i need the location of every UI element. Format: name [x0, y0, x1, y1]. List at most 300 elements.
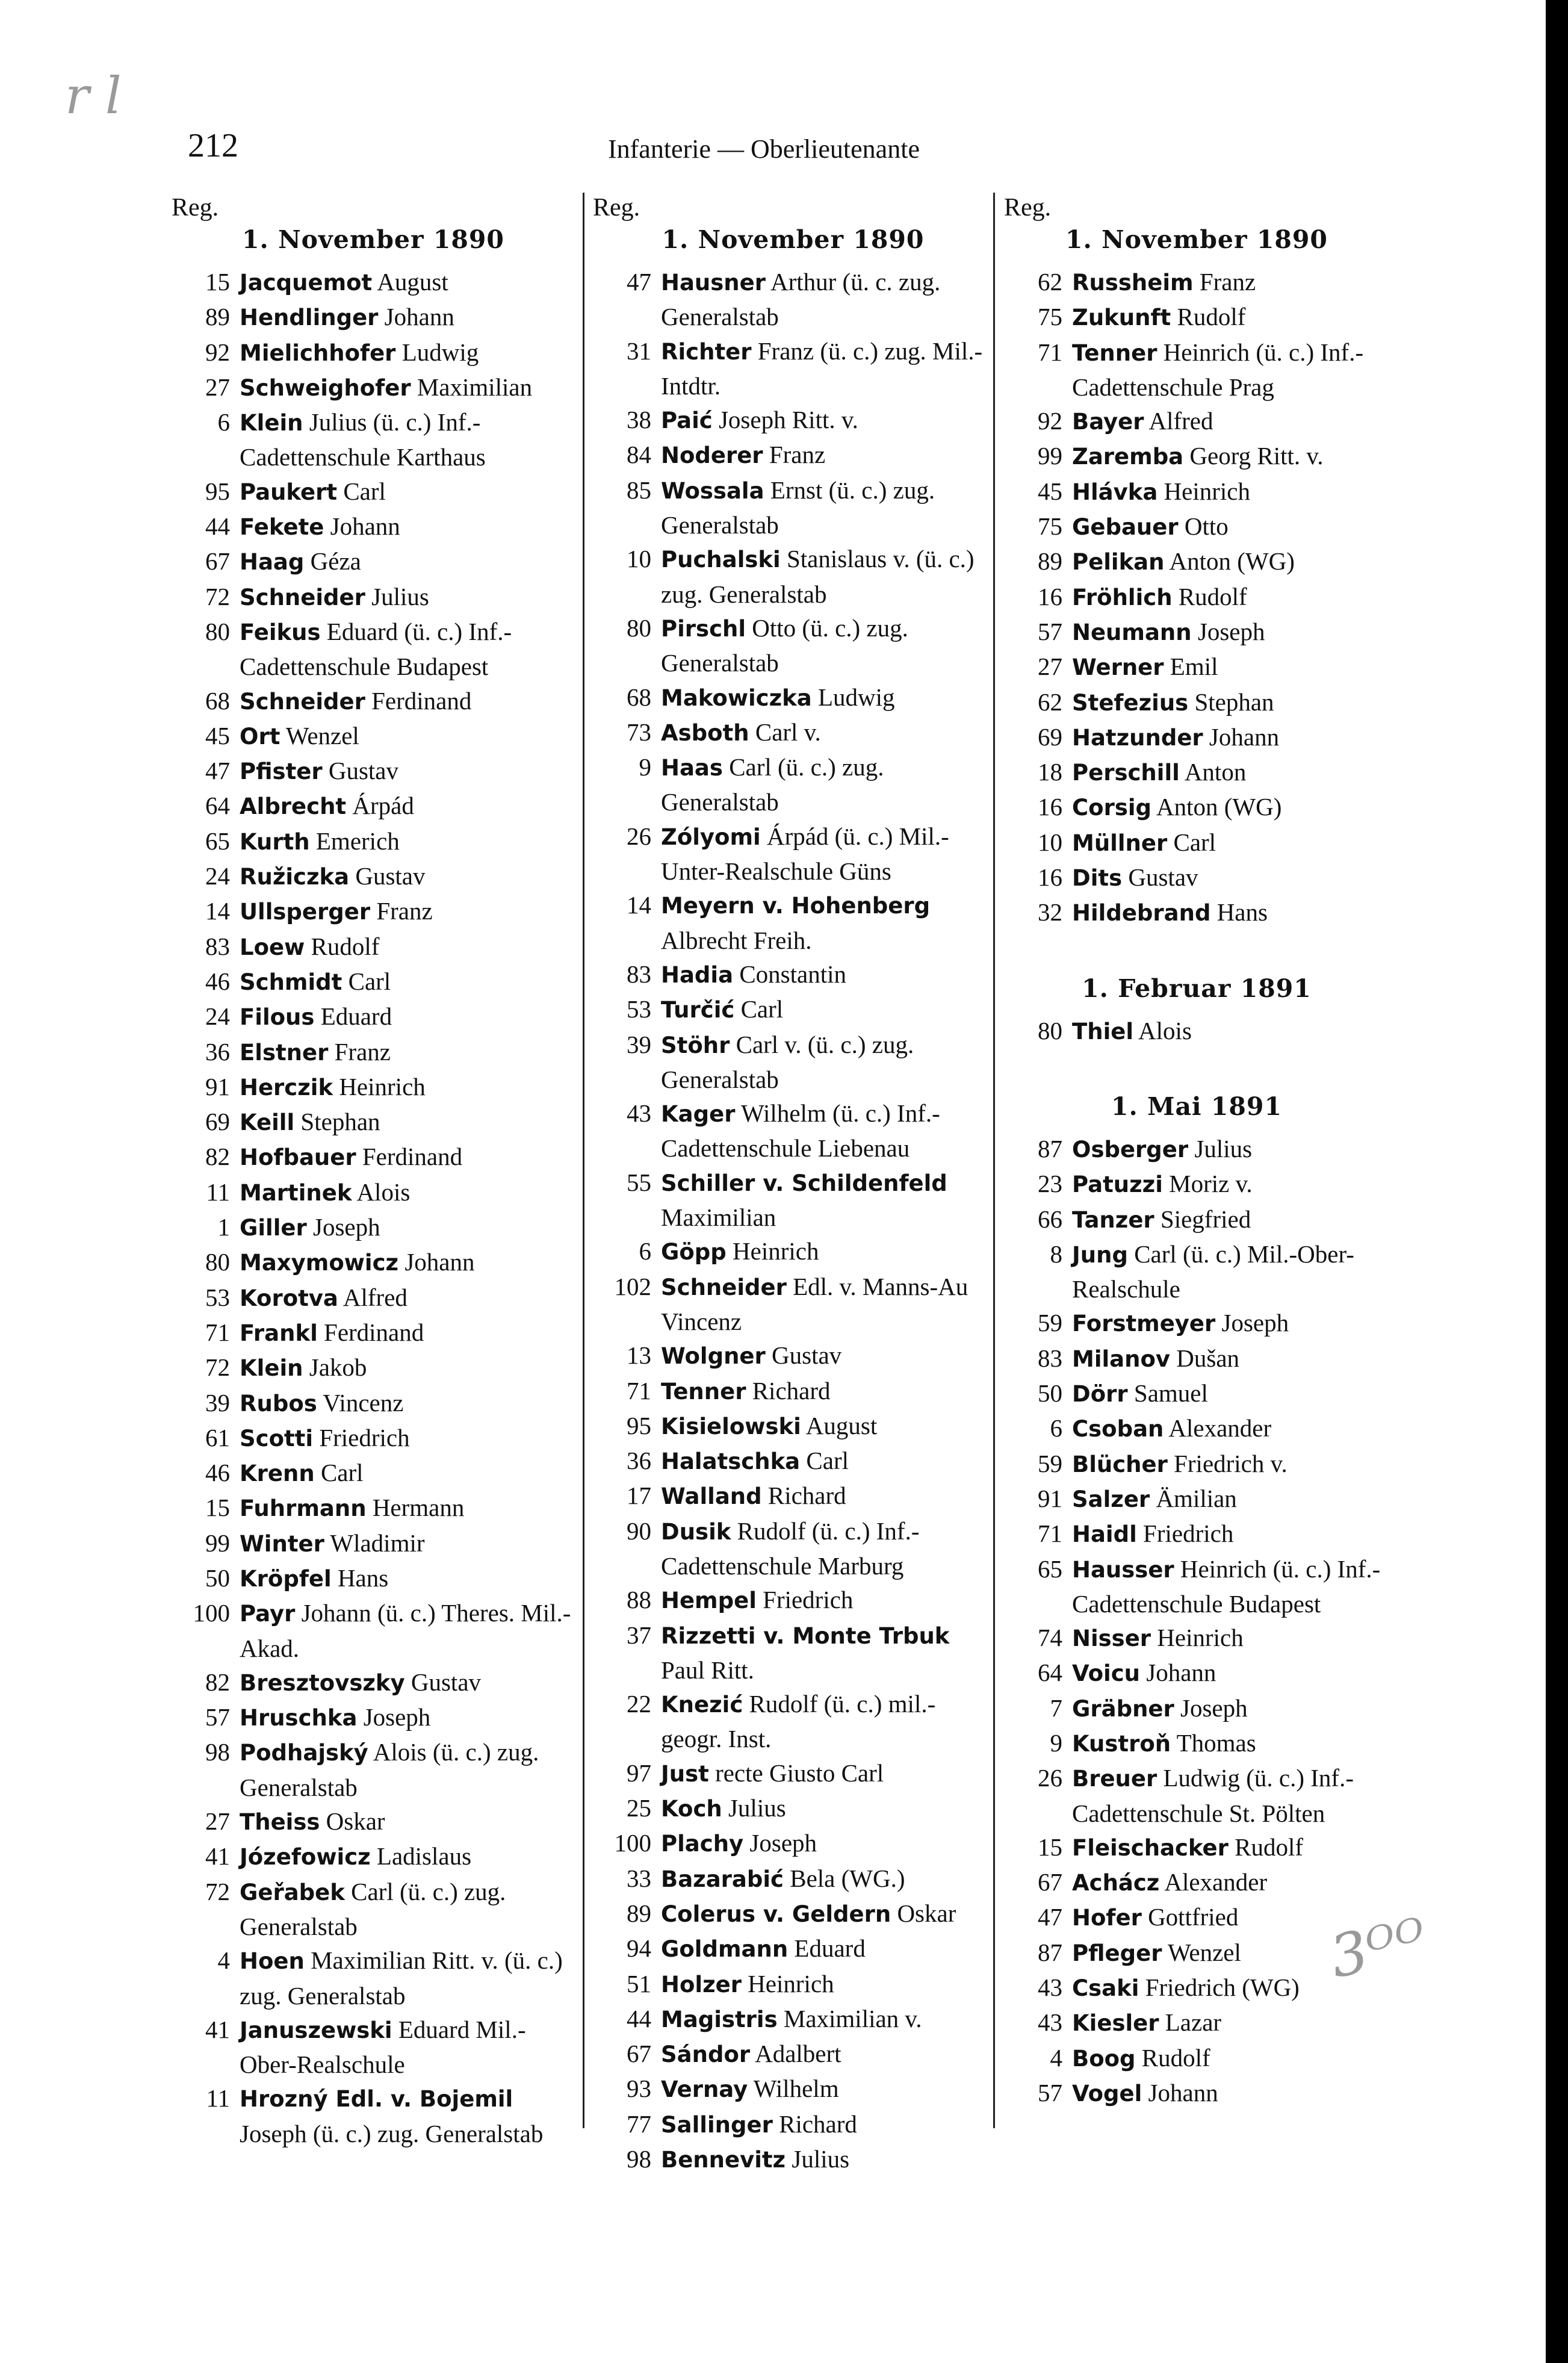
- officer-entry: [172, 335, 575, 370]
- regiment-number: 39: [627, 1030, 651, 1058]
- given-name-details: Rudolf (ü. c.) mil.-geogr. Inst.: [661, 1690, 936, 1753]
- surname: Plachy: [661, 1831, 744, 1857]
- regiment-number: 89: [627, 1899, 651, 1927]
- regiment-number: 75: [1038, 512, 1062, 541]
- entry-text: [661, 1514, 993, 1583]
- entry-text: [661, 819, 993, 889]
- given-name-details: Hermann: [372, 1494, 465, 1522]
- entry-text: [661, 1791, 993, 1826]
- regiment-number: 45: [1038, 477, 1062, 505]
- surname: Magistris: [661, 2006, 778, 2032]
- entry-text: [1072, 265, 1389, 300]
- entry-text: [661, 1967, 993, 2002]
- entry-text: [240, 1105, 575, 1140]
- given-name-details: Oskar: [326, 1807, 385, 1836]
- regiment-number: 10: [627, 545, 651, 573]
- officer-entry: [1004, 300, 1389, 335]
- regiment-number: 69: [1038, 722, 1062, 751]
- officer-entry: [593, 2072, 993, 2107]
- given-name-details: Ämilian: [1156, 1484, 1237, 1512]
- given-name-details: Carl: [348, 967, 391, 995]
- surname: Turčić: [661, 997, 735, 1023]
- officer-entry: [593, 715, 993, 750]
- officer-entry: [1004, 1202, 1389, 1237]
- regiment-number: 41: [205, 1842, 230, 1871]
- given-name-details: Gottfried: [1148, 1903, 1239, 1931]
- entry-text: [1072, 1726, 1389, 1761]
- given-name-details: Anton (WG): [1169, 547, 1295, 576]
- given-name-details: Géza: [310, 547, 361, 576]
- surname: Boog: [1072, 2045, 1136, 2072]
- surname: Bresztovszky: [240, 1669, 405, 1696]
- surname: Blücher: [1072, 1451, 1168, 1477]
- officer-entry: [172, 1491, 575, 1526]
- surname: Meyern v. Hohenberg: [661, 893, 931, 919]
- entry-text: [1072, 2076, 1389, 2111]
- officer-entry: [1004, 1552, 1389, 1621]
- officer-entry: [172, 300, 575, 335]
- officer-entry: [593, 1514, 993, 1583]
- regiment-number: 6: [639, 1237, 651, 1265]
- officer-entry: [593, 1338, 993, 1373]
- officer-entry: [172, 580, 575, 615]
- regiment-number: 80: [205, 1248, 230, 1276]
- entry-text: [661, 680, 993, 715]
- officer-entry: [593, 1374, 993, 1409]
- surname: Hlávka: [1072, 479, 1158, 505]
- officer-entry: [1004, 1237, 1389, 1306]
- given-name-details: Julius (ü. c.) Inf.-Cadettenschule Karthaus: [240, 408, 486, 471]
- given-name-details: Maximilian v.: [783, 2004, 922, 2032]
- officer-entry: [593, 957, 993, 992]
- regiment-number: 15: [205, 1494, 230, 1522]
- given-name-details: Julius: [728, 1794, 786, 1822]
- officer-entry: [1004, 1167, 1389, 1202]
- given-name-details: Heinrich: [1157, 1624, 1244, 1652]
- officer-entry: [172, 894, 575, 929]
- surname: Göpp: [661, 1239, 727, 1265]
- regiment-number: 82: [205, 1143, 230, 1171]
- regiment-number: 71: [627, 1376, 651, 1405]
- surname: Fleischacker: [1072, 1834, 1229, 1861]
- entry-text: [240, 1804, 575, 1839]
- entry-text: [240, 1875, 575, 1944]
- given-name-details: Ludwig (ü. c.) Inf.-Cadettenschule St. Pölten: [1072, 1764, 1354, 1827]
- given-name-details: Gustav: [411, 1668, 482, 1696]
- officer-entry: [593, 992, 993, 1027]
- surname: Schneider: [661, 1274, 787, 1300]
- given-name-details: Alexander: [1168, 1414, 1272, 1442]
- regiment-number: 6: [217, 408, 230, 436]
- regiment-number: 90: [627, 1517, 651, 1545]
- surname: Voicu: [1072, 1660, 1140, 1687]
- regiment-number: 84: [627, 441, 651, 469]
- officer-entry: [1004, 720, 1389, 755]
- officer-entry: [172, 1665, 575, 1700]
- surname: Loew: [240, 934, 305, 960]
- entry-text: [661, 438, 993, 473]
- entry-text: [240, 824, 575, 859]
- officer-entry: [593, 1791, 993, 1826]
- regiment-number: 16: [1038, 793, 1062, 821]
- regiment-number: 26: [1038, 1764, 1062, 1792]
- surname: Puchalski: [661, 547, 781, 573]
- surname: Payr: [240, 1601, 296, 1627]
- regiment-number: 9: [639, 753, 651, 781]
- entry-text: [240, 509, 575, 544]
- surname: Achácz: [1072, 1870, 1160, 1896]
- surname: Tenner: [661, 1378, 746, 1405]
- officer-entry: [1004, 335, 1389, 405]
- regiment-number: 37: [627, 1621, 651, 1649]
- officer-entry: [172, 1281, 575, 1315]
- surname: Tenner: [1072, 340, 1157, 366]
- officer-entry: [1004, 1865, 1389, 1900]
- entry-text: [1072, 1656, 1389, 1691]
- given-name-details: Árpád: [352, 792, 414, 820]
- entry-text: [240, 265, 575, 300]
- surname: Walland: [661, 1483, 762, 1510]
- regiment-number: 65: [1038, 1554, 1062, 1583]
- surname: Hadia: [661, 961, 734, 988]
- surname: Haag: [240, 549, 305, 576]
- given-name-details: Gustav: [1128, 863, 1198, 892]
- officer-entry: [593, 1931, 993, 1966]
- surname: Just: [661, 1760, 709, 1787]
- surname: Pfleger: [1072, 1940, 1162, 1966]
- surname: Makowiczka: [661, 685, 812, 711]
- promotion-date-heading: 1. November 1890: [242, 225, 504, 254]
- officer-entry: [172, 1456, 575, 1491]
- given-name-details: Hans: [337, 1563, 389, 1592]
- given-name-details: Anton: [1184, 758, 1247, 786]
- officer-entry: [1004, 404, 1389, 439]
- surname: Neumann: [1072, 619, 1192, 645]
- entry-text: [1072, 720, 1389, 755]
- regiment-number: 36: [205, 1037, 230, 1066]
- reg-label: Reg.: [593, 194, 640, 222]
- section-gap: [1004, 1049, 1389, 1090]
- surname: Osberger: [1072, 1136, 1189, 1163]
- entry-text: [1072, 1900, 1389, 1935]
- regiment-number: 6: [1050, 1414, 1062, 1442]
- surname: Sándor: [661, 2042, 751, 2068]
- entry-text: [240, 370, 575, 405]
- given-name-details: Julius: [371, 582, 429, 610]
- officer-entry: [1004, 1900, 1389, 1935]
- given-name-details: Johann (ü. c.) Theres. Mil.-Akad.: [240, 1599, 571, 1662]
- given-name-details: Wladimir: [330, 1529, 425, 1557]
- officer-entry: [172, 824, 575, 859]
- regiment-number: 99: [1038, 442, 1062, 470]
- entry-text: [1072, 580, 1389, 615]
- officer-entry: [1004, 2076, 1389, 2111]
- regiment-number: 9: [1050, 1728, 1062, 1757]
- given-name-details: Julius: [792, 2145, 850, 2173]
- regiment-number: 53: [627, 995, 651, 1023]
- given-name-details: Ernst (ü. c.) zug. Generalstab: [661, 476, 935, 539]
- entry-text: [1072, 335, 1389, 405]
- given-name-details: Joseph (ü. c.) zug. Generalstab: [240, 2119, 544, 2147]
- regiment-number: 7: [1050, 1694, 1062, 1722]
- officer-entry: [172, 1561, 575, 1596]
- surname: Maxymowicz: [240, 1250, 399, 1276]
- regiment-number: 80: [1038, 1016, 1062, 1045]
- officer-entry: [1004, 1970, 1389, 2005]
- surname: Giller: [240, 1215, 307, 1241]
- entry-text: [1072, 1447, 1389, 1482]
- given-name-details: Heinrich (ü. c.) Inf.-Cadettenschule Prag: [1072, 338, 1364, 401]
- given-name-details: Joseph: [1197, 617, 1265, 645]
- entry-text: [240, 1245, 575, 1280]
- entry-text: [240, 1140, 575, 1175]
- given-name-details: Stanislaus v. (ü. c.) zug. Generalstab: [661, 545, 975, 608]
- entry-text: [1072, 825, 1389, 860]
- given-name-details: Carl v.: [755, 718, 821, 746]
- regiment-number: 51: [627, 1969, 651, 1998]
- officer-entry: [593, 750, 993, 819]
- given-name-details: Ferdinand: [324, 1318, 424, 1346]
- regiment-number: 87: [1038, 1134, 1062, 1163]
- surname: Gebauer: [1072, 514, 1179, 541]
- regiment-number: 44: [627, 2004, 651, 2032]
- officer-entry: [593, 1409, 993, 1444]
- given-name-details: Julius: [1194, 1134, 1253, 1163]
- surname: Perschill: [1072, 760, 1180, 786]
- given-name-details: Joseph: [363, 1703, 431, 1731]
- given-name-details: Richard: [752, 1376, 831, 1405]
- regiment-number: 67: [1038, 1868, 1062, 1896]
- regiment-number: 13: [627, 1341, 651, 1370]
- regiment-number: 45: [205, 721, 230, 750]
- entry-text: [1072, 1517, 1389, 1551]
- regiment-number: 53: [205, 1283, 230, 1311]
- given-name-details: Ludwig: [401, 338, 479, 366]
- surname: Asboth: [661, 719, 749, 746]
- officer-entry: [1004, 509, 1389, 544]
- pencil-annotation-side: 3ᴼᴼ: [1324, 1905, 1433, 1992]
- running-title: Infanterie — Oberlieutenante: [608, 134, 920, 164]
- officer-entry: [593, 1166, 993, 1235]
- officer-entry: [172, 859, 575, 894]
- officer-entry: [172, 684, 575, 719]
- regiment-number: 47: [205, 757, 230, 785]
- surname: Fröhlich: [1072, 584, 1173, 610]
- officer-entry: [1004, 580, 1389, 615]
- surname: Schiller v. Schildenfeld: [661, 1170, 947, 1196]
- surname: Csaki: [1072, 1975, 1139, 2002]
- given-name-details: Heinrich: [748, 1969, 834, 1998]
- officer-entry: [1004, 1726, 1389, 1761]
- given-name-details: Rudolf: [1141, 2043, 1210, 2072]
- officer-entry: [1004, 1621, 1389, 1656]
- entry-text: [240, 335, 575, 370]
- regiment-number: 72: [205, 582, 230, 610]
- surname: Kiesler: [1072, 2010, 1159, 2037]
- entry-text: [240, 1665, 575, 1700]
- surname: Frankl: [240, 1320, 318, 1346]
- surname: Jung: [1072, 1241, 1128, 1268]
- given-name-details: Carl: [343, 477, 386, 505]
- entry-text: [661, 1896, 993, 1931]
- entry-text: [240, 405, 575, 474]
- entry-text: [1072, 685, 1389, 720]
- surname: Haidl: [1072, 1521, 1137, 1548]
- officer-entry: [593, 1862, 993, 1896]
- surname: Hempel: [661, 1588, 757, 1614]
- regiment-number: 4: [217, 1946, 230, 1975]
- officer-entry: [593, 1896, 993, 1931]
- regiment-number: 71: [205, 1318, 230, 1346]
- promotion-date-heading: 1. November 1890: [662, 225, 925, 254]
- regiment-number: 68: [205, 686, 230, 715]
- regiment-number: 67: [205, 547, 230, 576]
- entry-text: [1072, 300, 1389, 335]
- entry-text: [661, 1270, 993, 1339]
- surname: Józefowicz: [240, 1844, 371, 1871]
- surname: Hausner: [661, 270, 766, 296]
- regiment-number: 16: [1038, 863, 1062, 892]
- regiment-number: 71: [1038, 338, 1062, 366]
- regiment-number: 83: [1038, 1344, 1062, 1372]
- surname: Wolgner: [661, 1343, 766, 1370]
- entry-text: [1072, 474, 1389, 509]
- given-name-details: Friedrich: [763, 1586, 854, 1614]
- surname: Hruschka: [240, 1705, 358, 1731]
- surname: Haas: [661, 755, 723, 781]
- regiment-number: 83: [627, 960, 651, 988]
- officer-entry: [593, 611, 993, 680]
- given-name-details: Heinrich: [339, 1072, 426, 1101]
- officer-entry: [172, 1350, 575, 1385]
- entry-text: [661, 2072, 993, 2107]
- surname: Bazarabić: [661, 1866, 784, 1892]
- given-name-details: Alois: [356, 1178, 411, 1206]
- entry-text: [661, 750, 993, 819]
- regiment-number: 74: [1038, 1624, 1062, 1652]
- regiment-number: 57: [1038, 2078, 1062, 2107]
- entry-text: [1072, 1691, 1389, 1726]
- column-divider: [583, 193, 584, 2128]
- surname: Hendlinger: [240, 305, 379, 331]
- entry-text: [1072, 1552, 1389, 1621]
- regiment-number: 66: [1038, 1205, 1062, 1233]
- entry-text: [240, 789, 575, 824]
- entry-text: [240, 1421, 575, 1456]
- given-name-details: Alfred: [342, 1283, 407, 1311]
- given-name-details: Siegfried: [1160, 1205, 1251, 1233]
- entry-text: [1072, 544, 1389, 579]
- regiment-number: 1: [217, 1213, 230, 1241]
- regiment-number: 61: [205, 1423, 230, 1452]
- regiment-number: 80: [205, 617, 230, 645]
- surname: Knezić: [661, 1692, 743, 1718]
- entry-text: [240, 1561, 575, 1596]
- regiment-number: 39: [205, 1388, 230, 1417]
- entry-text: [661, 1338, 993, 1373]
- officer-entry: [1004, 1376, 1389, 1411]
- officer-entry: [593, 1967, 993, 2002]
- given-name-details: Johann: [404, 1248, 475, 1276]
- surname: Vernay: [661, 2076, 748, 2103]
- given-name-details: Richard: [779, 2110, 857, 2138]
- given-name-details: Árpád (ü. c.) Mil.-Unter-Realschule Güns: [661, 822, 949, 886]
- given-name-details: Moriz v.: [1169, 1170, 1253, 1198]
- surname: Winter: [240, 1530, 324, 1557]
- surname: Hoen: [240, 1948, 305, 1975]
- regiment-number: 64: [205, 792, 230, 820]
- given-name-details: Stephan: [1194, 688, 1274, 716]
- given-name-details: Alois (ü. c.) zug. Generalstab: [240, 1738, 539, 1801]
- officer-entry: [593, 1444, 993, 1479]
- regiment-number: 85: [627, 476, 651, 504]
- surname: Pfister: [240, 759, 323, 785]
- entry-text: [240, 1315, 575, 1350]
- surname: Milanov: [1072, 1346, 1171, 1372]
- surname: Rizzetti v. Monte Trbuk: [661, 1622, 950, 1649]
- officer-entry: [593, 1756, 993, 1791]
- given-name-details: Lazar: [1165, 2008, 1222, 2037]
- officer-entry: [1004, 1132, 1389, 1167]
- surname: Hildebrand: [1072, 900, 1211, 927]
- given-name-details: Maximilian: [417, 373, 533, 401]
- surname: Kröpfel: [240, 1565, 332, 1592]
- surname: Kager: [661, 1101, 736, 1128]
- regiment-number: 87: [1038, 1938, 1062, 1966]
- officer-entry: [1004, 825, 1389, 860]
- officer-entry: [593, 2002, 993, 2037]
- officer-entry: [593, 2037, 993, 2072]
- promotion-date-heading: 1. Februar 1891: [1082, 973, 1312, 1003]
- regiment-number: 68: [627, 683, 651, 711]
- surname: Fekete: [240, 514, 324, 541]
- surname: Corsig: [1072, 795, 1152, 821]
- officer-entry: [593, 2142, 993, 2177]
- entry-text: [240, 1839, 575, 1874]
- regiment-number: 27: [205, 373, 230, 401]
- entry-text: [661, 334, 993, 403]
- regiment-number: 98: [205, 1738, 230, 1766]
- surname: Schneider: [240, 584, 365, 610]
- officer-entry: [593, 1583, 993, 1618]
- given-name-details: Emil: [1170, 653, 1218, 681]
- given-name-details: Franz: [769, 441, 826, 469]
- officer-entry: [1004, 265, 1389, 300]
- entry-text: [661, 1826, 993, 1861]
- regiment-number: 72: [205, 1353, 230, 1382]
- regiment-number: 50: [1038, 1379, 1062, 1408]
- surname: Forstmeyer: [1072, 1311, 1216, 1337]
- surname: Pirschl: [661, 615, 746, 642]
- officer-entry: [172, 1526, 575, 1561]
- entry-text: [661, 888, 993, 957]
- officer-entry: [593, 438, 993, 473]
- entry-text: [1072, 790, 1389, 825]
- surname: Feikus: [240, 619, 321, 645]
- regiment-number: 67: [627, 2040, 651, 2068]
- regiment-number: 41: [205, 2015, 230, 2043]
- regiment-number: 24: [205, 862, 230, 890]
- entry-text: [661, 2002, 993, 2037]
- given-name-details: Heinrich (ü. c.) Inf.-Cadettenschule Budapest: [1072, 1554, 1381, 1618]
- officer-entry: [1004, 790, 1389, 825]
- surname: Theiss: [240, 1809, 320, 1836]
- given-name-details: Emerich: [315, 827, 400, 855]
- surname: Schweighofer: [240, 374, 411, 401]
- entry-text: [1072, 1237, 1389, 1306]
- given-name-details: Ludwig: [817, 683, 895, 711]
- given-name-details: Hans: [1216, 898, 1268, 927]
